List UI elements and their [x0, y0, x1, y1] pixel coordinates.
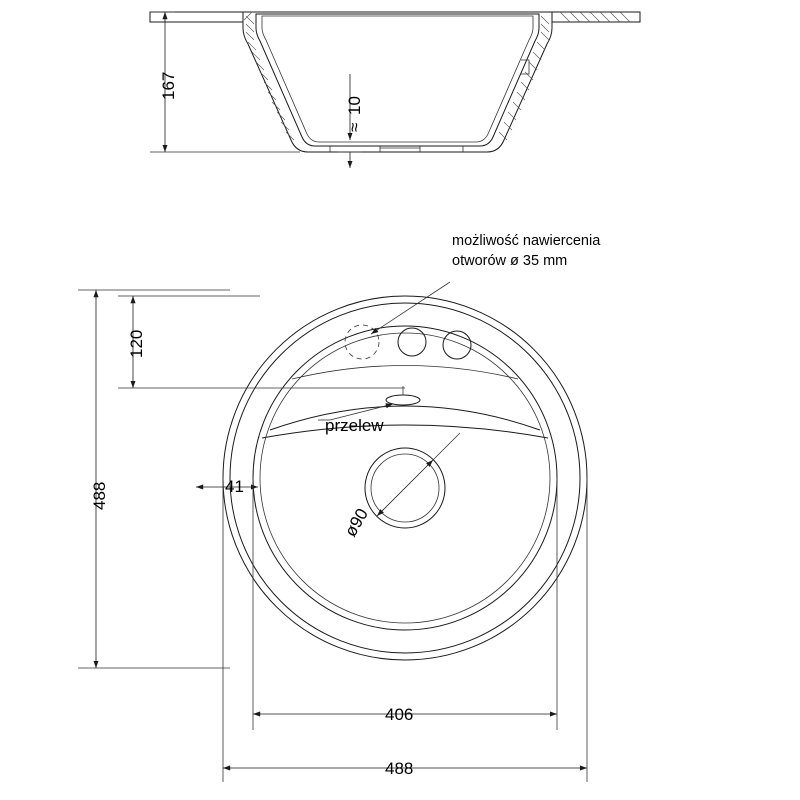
dimension-label-depth-prefix: ≈: [345, 122, 364, 132]
dimension-label-406: 406: [385, 705, 414, 724]
note-drill-line2: otworów ø 35 mm: [452, 253, 568, 269]
dimension-label-depth-10: 10: [345, 96, 364, 115]
dimension-label-488-horizontal: 488: [385, 759, 414, 778]
label-overflow: przelew: [325, 416, 384, 435]
top-view-geometry: [78, 282, 587, 782]
dimension-label-drain-diameter: ø90: [340, 505, 372, 540]
dimension-label-488-vertical: 488: [90, 481, 109, 510]
note-drill-line1: możliwość nawiercenia: [452, 233, 601, 249]
dimension-label-41: 41: [225, 477, 244, 496]
dimension-label-120: 120: [127, 329, 146, 358]
dimension-label-167: 167: [159, 71, 178, 100]
section-view-geometry: [150, 12, 640, 168]
